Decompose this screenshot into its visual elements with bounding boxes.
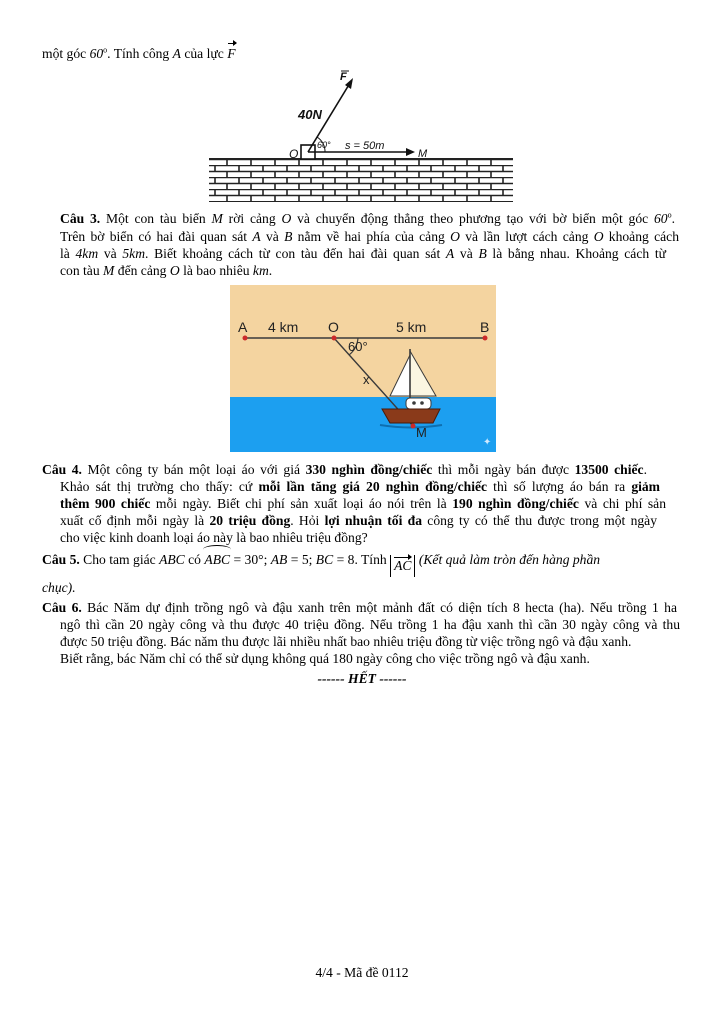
vector-ac: AC xyxy=(394,555,411,577)
sea-area xyxy=(230,397,496,452)
point-b-label: B xyxy=(480,319,490,335)
q6-label: Câu 6. xyxy=(42,600,82,615)
q4-label: Câu 4. xyxy=(42,462,82,477)
point-a-label: A xyxy=(238,319,248,335)
point-m-dot xyxy=(411,424,416,429)
boat-hull xyxy=(382,409,440,423)
displacement-label: s = 50m xyxy=(345,140,385,152)
q3-label: Câu 3. xyxy=(60,211,101,226)
q4-line-5: cho việc kinh doanh loại áo này là bao nhiêu triệu đồng? xyxy=(60,530,368,545)
q4-line-1: Câu 4. Một công ty bán một loại áo với giá 330 nghìn đồng/chiếc thì mỗi ngày bán được 13500 chiếc. xyxy=(42,462,647,477)
end-mark: ------ HẾT ------ xyxy=(317,671,407,686)
angle-label-60: 60° xyxy=(348,339,368,354)
point-o-label: O xyxy=(328,319,339,335)
q6-line-3: được 50 triệu đồng. Bác năm thu được lãi nhiều nhất bao nhiêu triệu đồng từ việc trồng ngô và đậu xanh. xyxy=(60,634,632,649)
point-a-dot xyxy=(243,336,248,341)
ship-figure xyxy=(230,285,496,452)
intro-line xyxy=(42,46,236,63)
var-a: A xyxy=(172,46,181,61)
q4-line-3: thêm 900 chiếc mỗi ngày. Biết chi phí sản xuất loại áo nói trên là 190 nghìn đồng/chiếc và chi phí sản xyxy=(60,496,667,511)
force-vector-label: F xyxy=(340,71,347,83)
q5-note: (Kết quả làm tròn đến hàng phần xyxy=(415,552,601,567)
page-footer: 4/4 - Mã đề 0112 xyxy=(315,965,409,980)
force-value: 40N xyxy=(298,107,322,122)
q3-line-1: Câu 3. Một con tàu biển M rời cảng O và chuyển động thẳng theo phương tạo với bờ biển một góc 60$^o$. xyxy=(60,210,675,226)
q3-line-2: Trên bờ biển có hai đài quan sát A và B nằm về hai phía của cảng O và lần lượt cách cảng O khoảng cách xyxy=(60,229,679,244)
point-o-dot xyxy=(332,336,337,341)
q6-line-1: Câu 6. Bác Năm dự định trồng ngô và đậu xanh trên một mảnh đất có diện tích 8 hecta (ha). Nếu trồng 1 ha xyxy=(42,600,677,615)
point-b-dot xyxy=(483,336,488,341)
q5-line-2: chục). xyxy=(42,580,76,595)
boat-cabin xyxy=(406,398,431,409)
q4-line-4: xuất cố định mỗi ngày là 20 triệu đồng. Hỏi lợi nhuận tối đa công ty có thể thu được trong một ngày xyxy=(60,513,657,528)
angle-abc: ABC xyxy=(204,552,231,567)
origin-label: O xyxy=(289,147,299,161)
sparkle-icon: ✦ xyxy=(483,437,492,448)
intro-text-2: . Tính công xyxy=(107,46,173,61)
brick-wall xyxy=(209,159,513,202)
q6-line-2: ngô thì cần 20 ngày công và thu được 40 triệu đồng. Nếu trồng 1 ha đậu xanh thì cần 30 ngày công và thu xyxy=(60,617,680,632)
force-figure xyxy=(209,69,513,202)
vector-f: F xyxy=(227,46,236,61)
intro-degree: o xyxy=(103,45,108,55)
end-label: M xyxy=(418,148,428,160)
intro-text: một góc xyxy=(42,46,90,61)
segment-ob-label: 5 km xyxy=(396,319,427,335)
intro-angle: 60 xyxy=(89,46,104,61)
q6-line-4: Biết rằng, bác Năm chỉ có thể sử dụng không quá 180 ngày công cho việc trồng ngô và đậu xanh. xyxy=(60,651,590,666)
angle-label: 60° xyxy=(317,140,331,150)
q3-line-4: con tàu M đến cảng O là bao nhiêu km. xyxy=(60,263,273,278)
q5-label: Câu 5. xyxy=(42,552,80,567)
q4-line-2: Khảo sát thị trường cho thấy: cứ mỗi lần tăng giá 20 nghìn đồng/chiếc thì số lượng áo bán ra giảm xyxy=(60,479,661,494)
intro-text-3: của lực xyxy=(180,46,228,61)
magnitude-ac xyxy=(390,555,415,577)
q5-line-1: Câu 5. Cho tam giác ABC có ABC = 30°; AB = 5; BC = 8. Tính AC (Kết quả làm tròn đến hàng phần xyxy=(42,552,600,577)
q3-line-3: là 4km và 5km. Biết khoảng cách từ con tàu đến hai đài quan sát A và B là bằng nhau. Khoảng cách từ xyxy=(60,246,666,261)
x-label: x xyxy=(363,372,370,387)
segment-ao-label: 4 km xyxy=(268,319,299,335)
point-m-label: M xyxy=(416,425,427,440)
